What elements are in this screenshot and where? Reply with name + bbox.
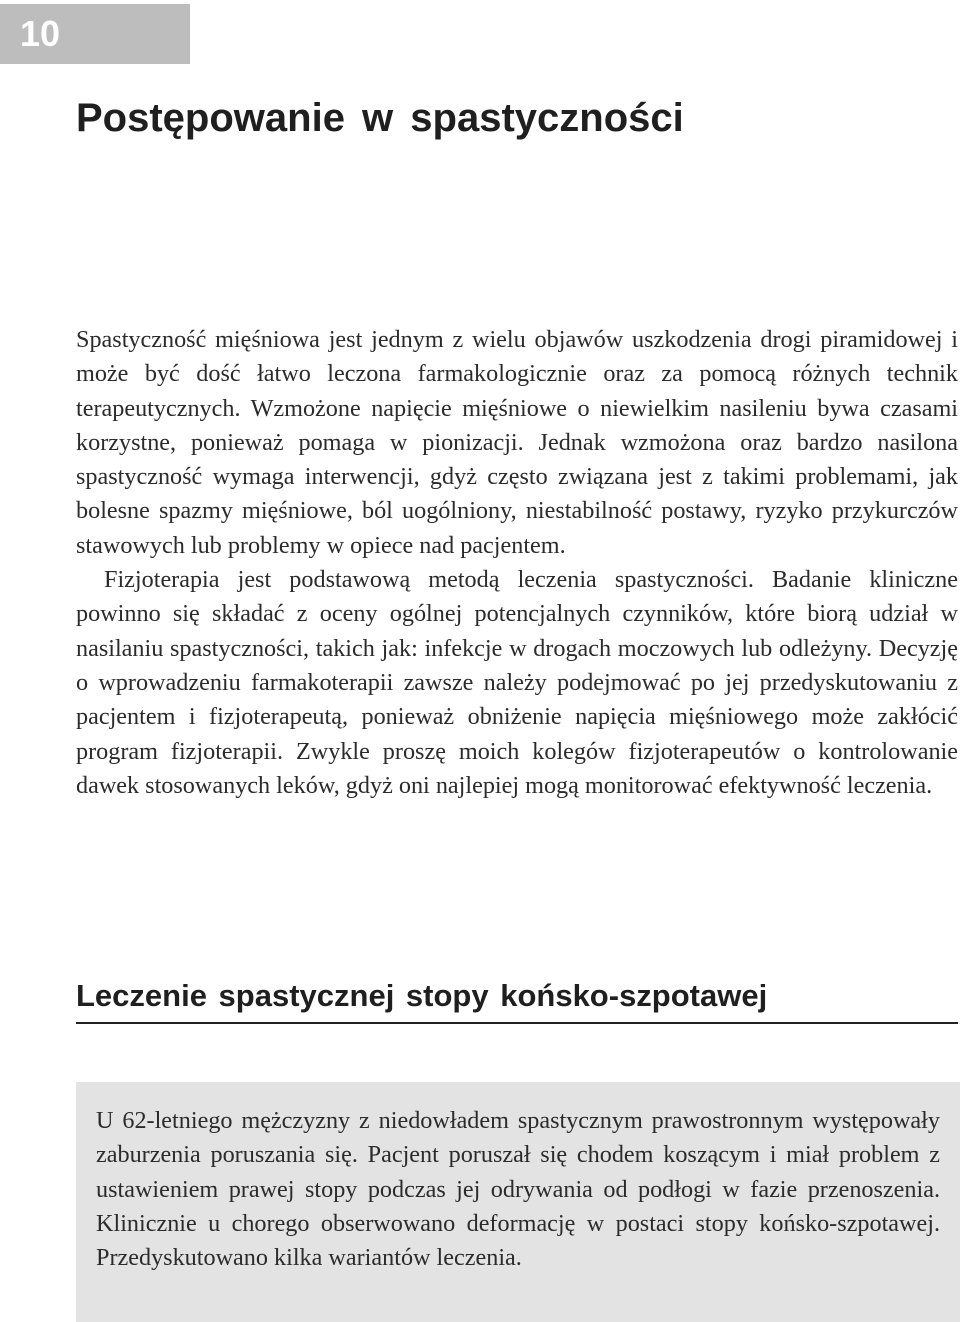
chapter-number-badge: 10 xyxy=(0,4,190,64)
body-paragraph: Fizjoterapia jest podstawową metodą leczenia spastyczności. Badanie kliniczne powinno się składać z oceny ogólnej potencjalnych czynników, które biorą udział w nasilaniu spastyczności, takich jak: infekcje w drogach moczowych lub odleżyny. Decyzję o wprowadzeniu farmakoterapii zawsze należy podejmować po jej przedyskutowaniu z pacjentem i fizjoterapeutą, ponieważ obniżenie napięcia mięśniowego może zakłócić program fizjoterapii. Zwykle proszę moich kolegów fizjoterapeutów o kontrolowanie dawek stosowanych leków, gdyż oni najlepiej mogą monitorować efektywność leczenia. xyxy=(76,566,958,799)
section-heading: Leczenie spastycznej stopy końsko-szpotawej xyxy=(76,972,958,1024)
chapter-title: Postępowanie w spastyczności xyxy=(76,96,684,140)
case-study-text: U 62-letniego mężczyzny z niedowładem spastycznym prawostronnym występowały zaburzenia poruszania się. Pacjent poruszał się chodem koszącym i miał problem z ustawieniem prawej stopy podczas jej odrywania od podłogi w fazie przenoszenia. Klinicznie u chorego obserwowano deformację w postaci stopy końsko-szpotawej. Przedyskutowano kilka wariantów leczenia. xyxy=(96,1107,940,1272)
case-study-box xyxy=(76,1082,960,1322)
chapter-body xyxy=(76,323,958,803)
body-paragraph: Spastyczność mięśniowa jest jednym z wielu objawów uszkodzenia drogi piramidowej i może być dość łatwo leczona farmakologicznie oraz za pomocą różnych technik terapeutycznych. Wzmożone napięcie mięśniowe o niewielkim nasileniu bywa czasami korzystne, ponieważ pomaga w pionizacji. Jednak wzmożona oraz bardzo nasilona spastyczność wymaga interwencji, gdyż często związana jest z takimi problemami, jak bolesne spazmy mięśniowe, ból uogólniony, niestabilność postawy, ryzyko przykurczów stawowych lub problemy w opiece nad pacjentem. xyxy=(76,326,958,559)
